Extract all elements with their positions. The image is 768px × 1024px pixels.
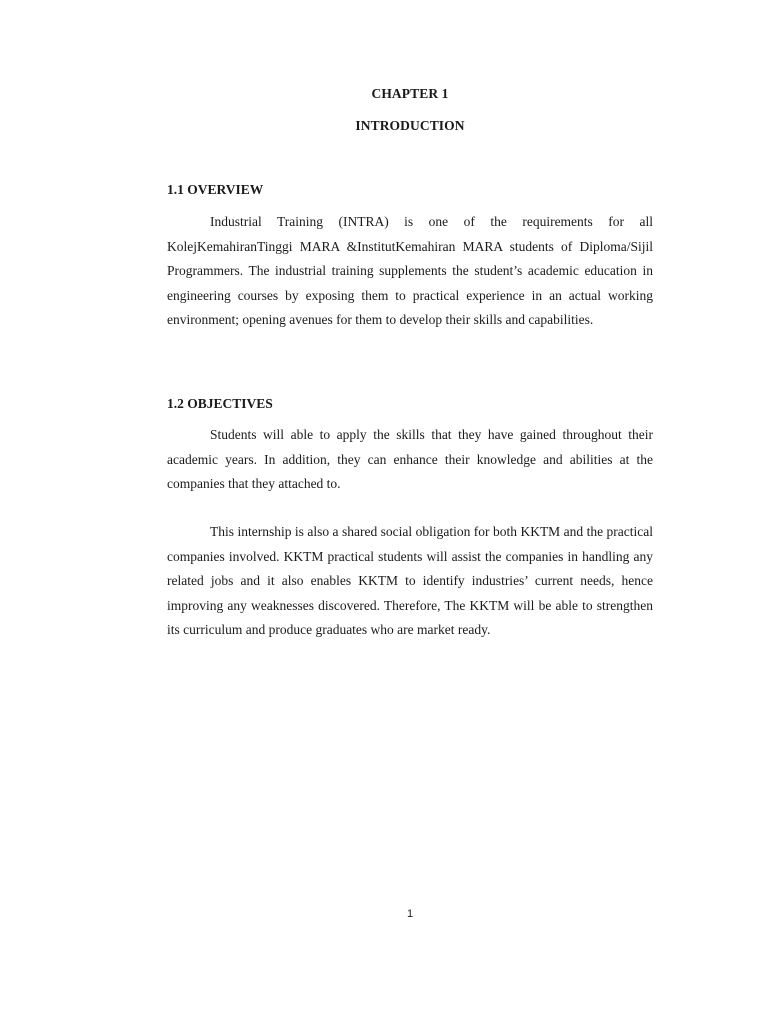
section-heading-overview: 1.1 OVERVIEW [167,182,264,197]
chapter-title: CHAPTER 1 [371,86,449,101]
overview-paragraph: Industrial Training (INTRA) is one of the requirements for all KolejKemahiranTinggi MARA &InstitutKemahiran MARA students of Diploma/Sijil Programmers. The industrial training supplements the student’s academic education in engineering courses by exposing them to practical experience in an actual working environment; opening avenues for them to develop their skills and capabilities. [167,214,653,327]
chapter-subtitle: INTRODUCTION [355,118,465,133]
objectives-paragraph-1: Students will able to apply the skills that they have gained throughout their academic years. In addition, they can enhance their knowledge and abilities at the companies that they attached to. [167,427,653,491]
section-heading-objectives: 1.2 OBJECTIVES [167,396,273,411]
objectives-paragraph-2: This internship is also a shared social obligation for both KKTM and the practical companies involved. KKTM practical students will assist the companies in handling any related jobs and it also enables KKTM to identify industries’ current needs, hence improving any weaknesses discovered. Therefore, The KKTM will be able to strengthen its curriculum and produce graduates who are market ready. [167,524,653,637]
page-number: 1 [406,908,414,920]
